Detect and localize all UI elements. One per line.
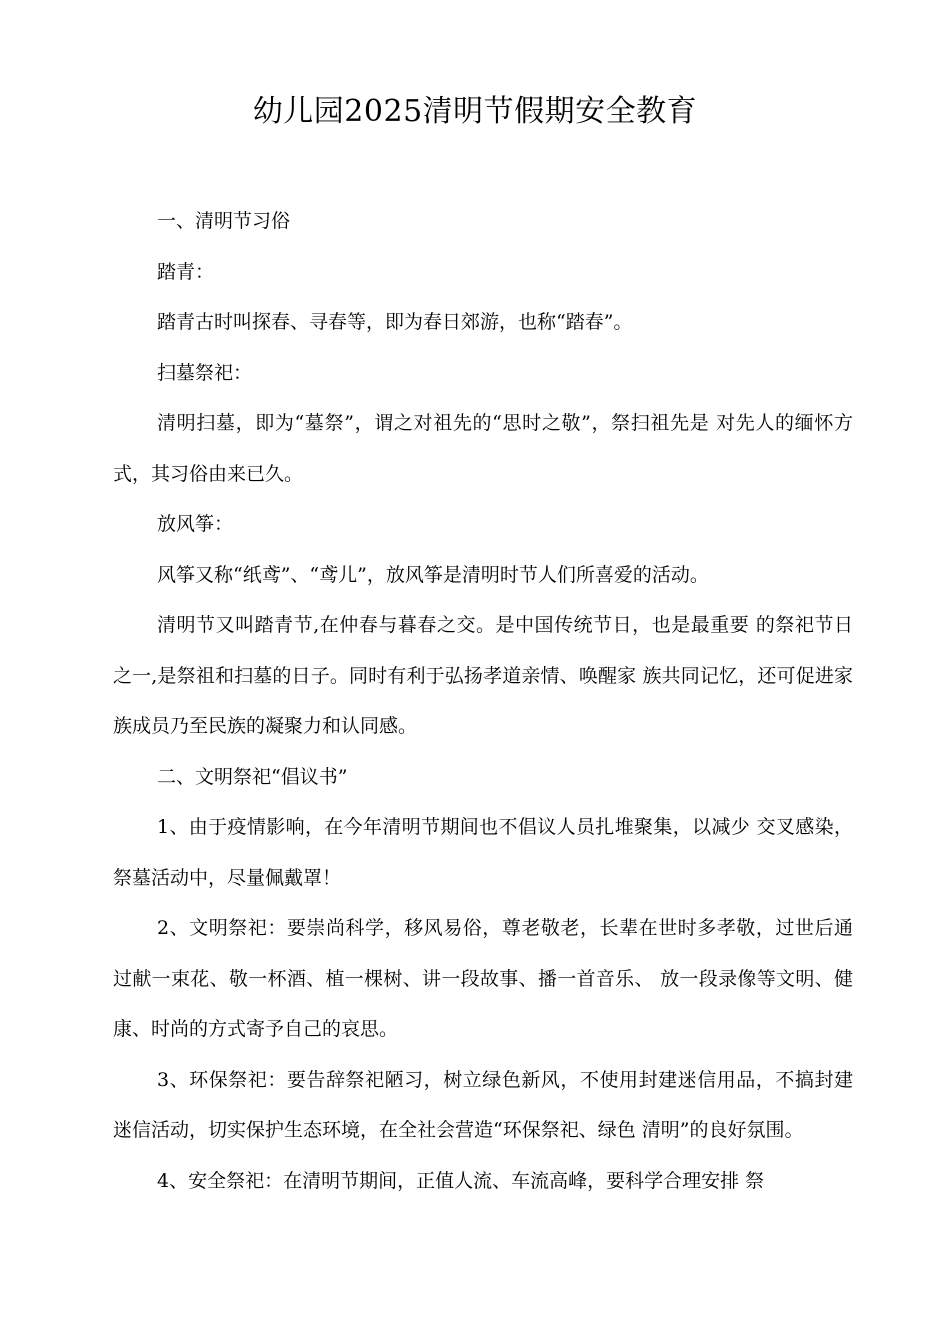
subheading-taqing: 踏青： — [157, 260, 215, 283]
paragraph-item-1: 1、由于疫情影响，在今年清明节期间也不倡议人员扎堆聚集，以减少 交叉感染，祭墓活动中，尽量佩戴罩！ — [113, 816, 853, 889]
document-body — [113, 196, 853, 1206]
paragraph-item-4: 4、安全祭祀：在清明节期间，正值人流、车流高峰，要科学合理安排 祭 — [157, 1169, 765, 1192]
paragraph-kites: 风筝又称“纸鸢”、“鸢儿”，放风筝是清明时节人们所喜爱的活动。 — [157, 563, 709, 586]
document-title: 幼儿园2025清明节假期安全教育 — [252, 94, 698, 129]
subheading-kites: 放风筝： — [157, 513, 234, 535]
paragraph-item-3: 3、环保祭祀：要告辞祭祀陋习，树立绿色新风，不使用封建迷信用品，不搞封建迷信活动，切实保护生态环境，在全社会营造“环保祭祀、绿色 清明”的良好氛围。 — [113, 1068, 853, 1141]
paragraph-tomb-sweeping: 清明扫墓，即为“墓祭”，谓之对祖先的“思时之敬”，祭扫祖先是 对先人的缅怀方式，其习俗由来已久。 — [113, 412, 853, 485]
section-heading-proposal: 二、文明祭祀“倡议书” — [157, 765, 348, 788]
section-heading-customs: 一、清明节习俗 — [157, 210, 291, 232]
paragraph-taqing: 踏青古时叫探春、寻春等，即为春日郊游，也称“踏春”。 — [157, 311, 633, 333]
subheading-tomb-sweeping: 扫墓祭祀： — [157, 361, 253, 384]
paragraph-festival-intro: 清明节又叫踏青节,在仲春与暮春之交。是中国传统节日，也是最重要 的祭祀节日之一,是祭祖和扫墓的日子。同时有利于弘扬孝道亲情、唤醒家 族共同记忆，还可促进家族成员乃至民族的凝聚力和认同感。 — [113, 614, 853, 737]
paragraph-item-2: 2、文明祭祀：要崇尚科学，移风易俗，尊老敬老，长辈在世时多孝敬，过世后通过献一束花、敬一杯酒、植一棵树、讲一段故事、播一首音乐、 放一段录像等文明、健康、时尚的方式寄予自己的哀思。 — [113, 917, 853, 1040]
